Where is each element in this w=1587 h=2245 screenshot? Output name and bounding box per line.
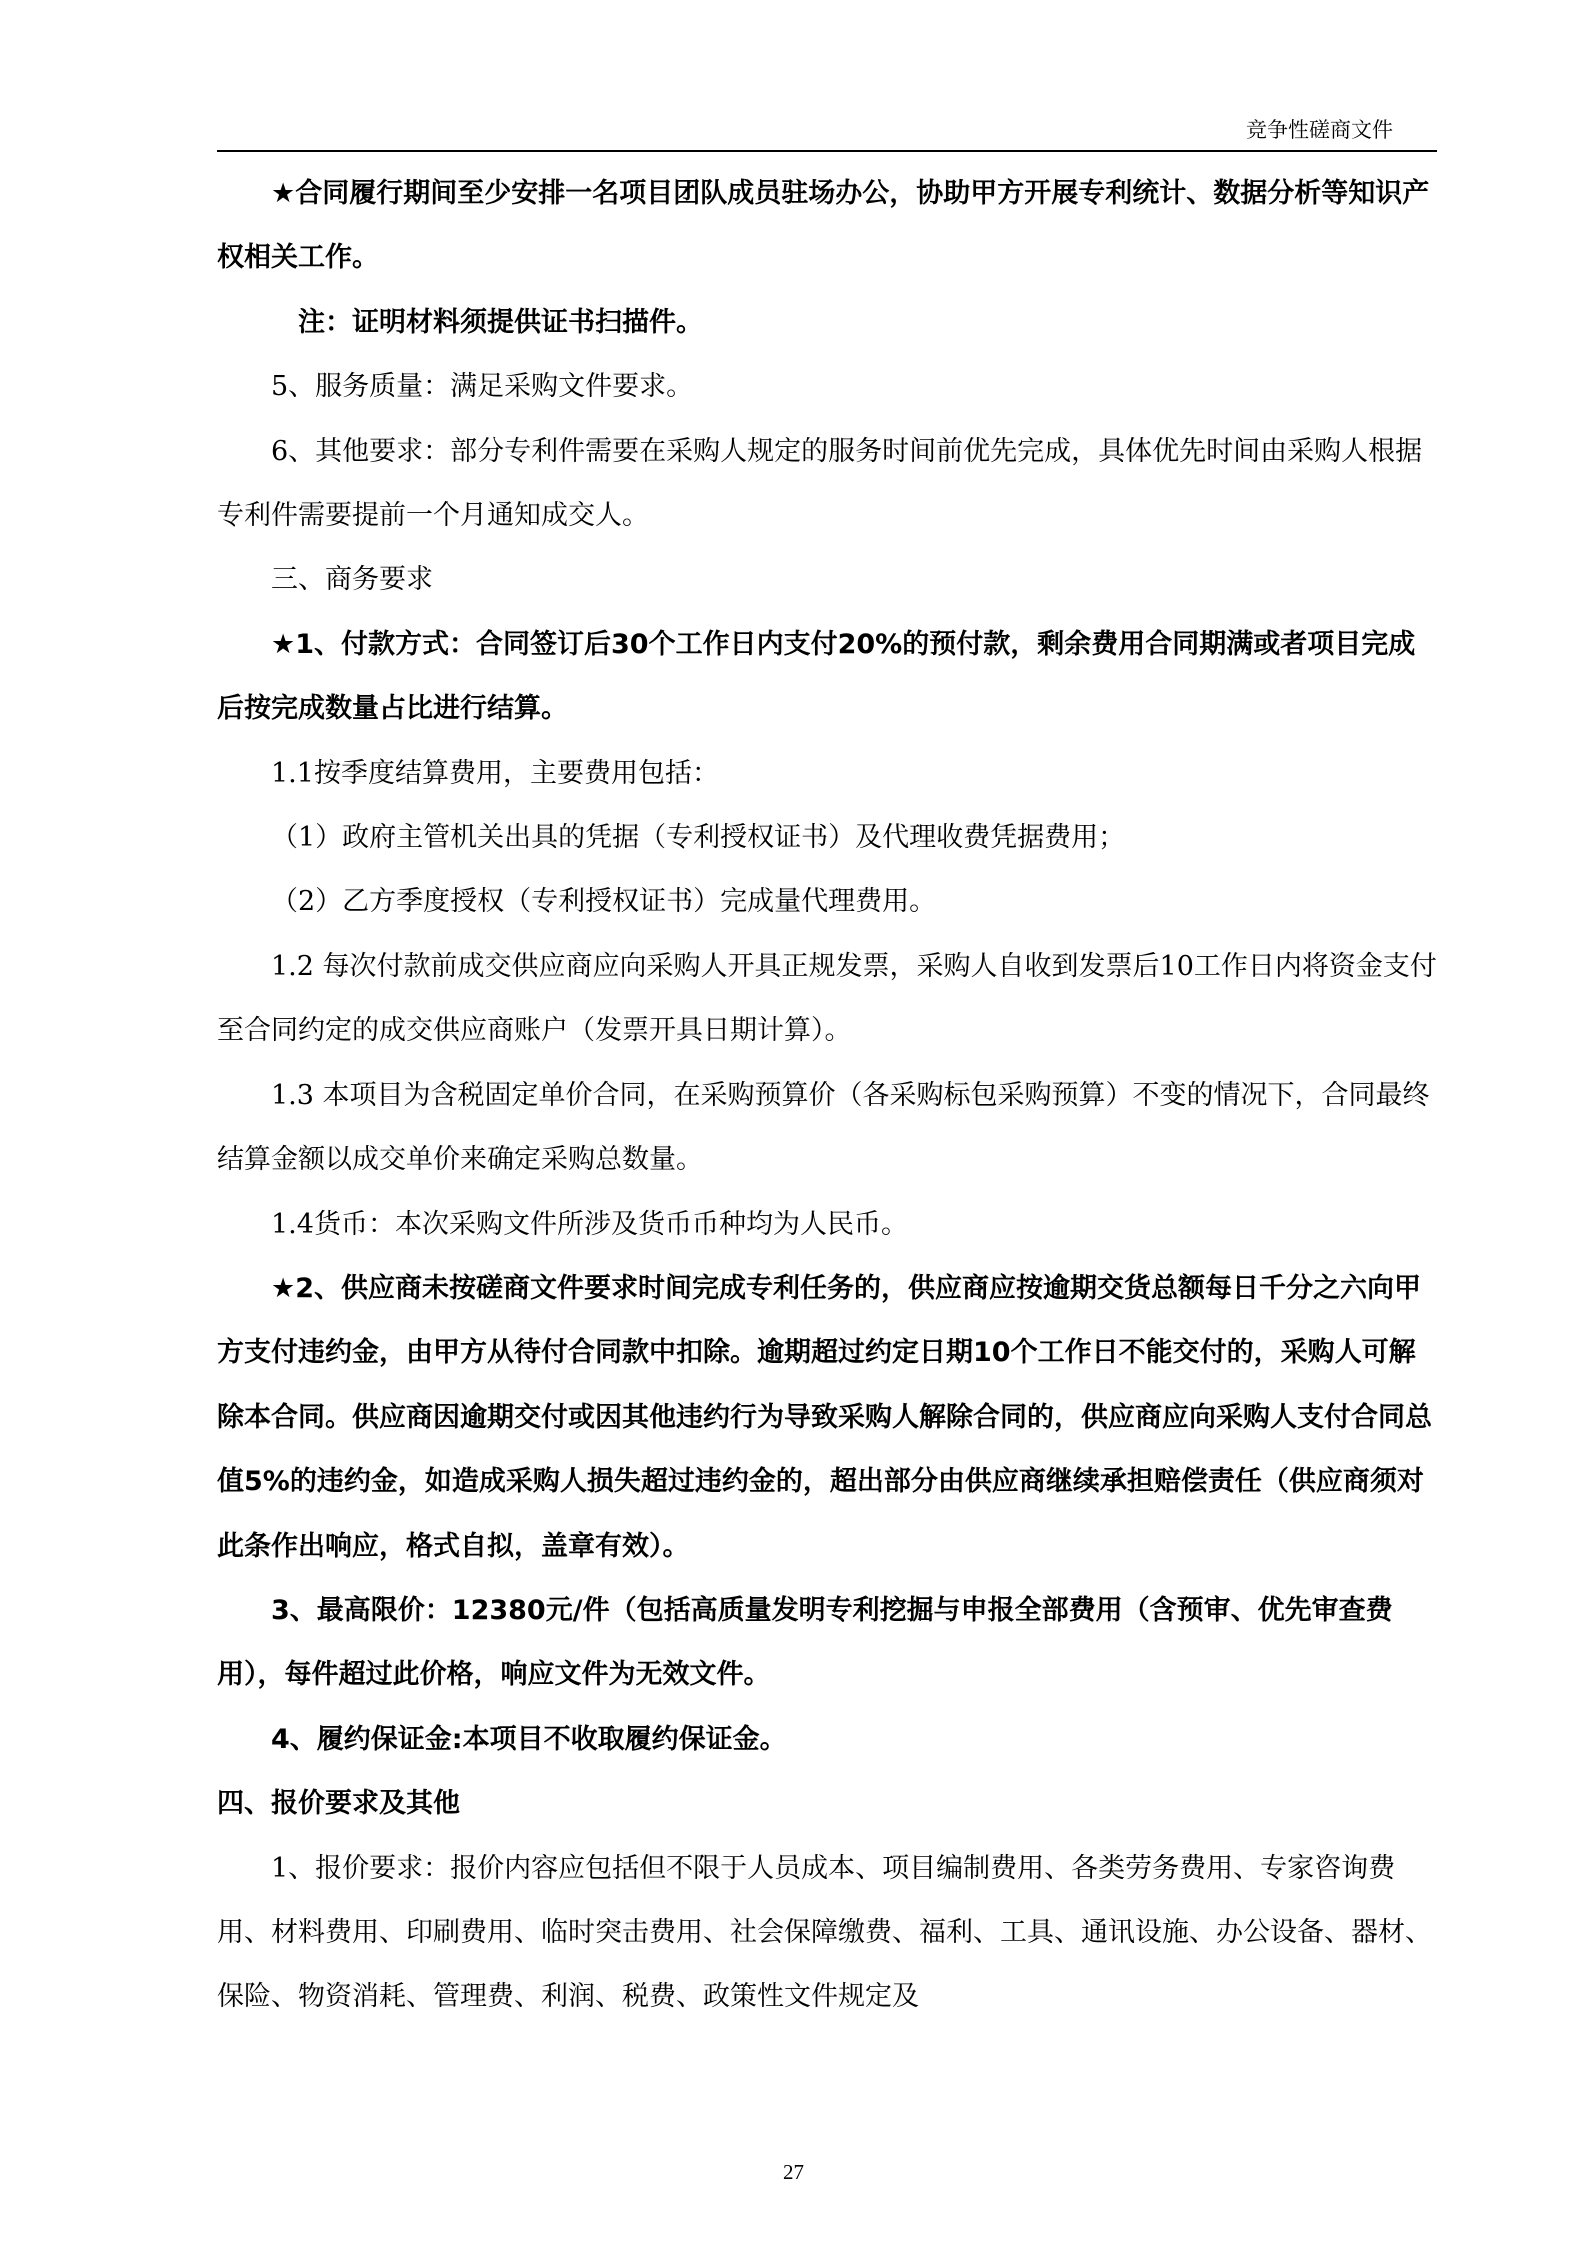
paragraph-other-requirements: 6、其他要求：部分专利件需要在采购人规定的服务时间前优先完成，具体优先时间由采购人根据专利件需要提前一个月通知成交人。: [217, 435, 1423, 532]
paragraph-price-cap: 3、最高限价：12380元/件（包括高质量发明专利挖掘与申报全部费用（含预审、优先审查费用），每件超过此价格，响应文件为无效文件。: [217, 1594, 1393, 1691]
paragraph-service-quality: 5、服务质量：满足采购文件要求。: [271, 371, 694, 403]
paragraph-payment-method: ★1、付款方式：合同签订后30个工作日内支付20%的预付款，剩余费用合同期满或者项目完成后按完成数量占比进行结算。: [217, 628, 1416, 725]
paragraph-quotation-requirements: 1、报价要求：报价内容应包括但不限于人员成本、项目编制费用、各类劳务费用、专家咨询费用、材料费用、印刷费用、临时突击费用、社会保障缴费、福利、工具、通讯设施、办公设备、器材、保险、物资消耗、管理费、利润、税费、政策性文件规定及: [217, 1852, 1432, 2013]
paragraph-note: 注：证明材料须提供证书扫描件。: [298, 306, 703, 338]
paragraph-fee-item-2: （2）乙方季度授权（专利授权证书）完成量代理费用。: [271, 886, 937, 918]
paragraph-quarterly-settlement: 1.1按季度结算费用，主要费用包括：: [271, 757, 719, 789]
header-title: 竞争性磋商文件: [1246, 118, 1393, 142]
paragraph-currency: 1.4货币：本次采购文件所涉及货币币种均为人民币。: [271, 1208, 908, 1240]
paragraph-penalty: ★2、供应商未按磋商文件要求时间完成专利任务的，供应商应按逾期交货总额每日千分之六向甲方支付违约金，由甲方从待付合同款中扣除。逾期超过约定日期10个工作日不能交付的，采购人可解除本合同。供应商因逾期交付或因其他违约行为导致采购人解除合同的，供应商应向采购人支付合同总值5%的违约金，如造成采购人损失超过违约金的，超出部分由供应商继续承担赔偿责任（供应商须对此条作出响应，格式自拟，盖章有效）。: [217, 1272, 1432, 1562]
page-header: [217, 108, 1437, 152]
paragraph-onsite-staff: ★合同履行期间至少安排一名项目团队成员驻场办公，协助甲方开展专利统计、数据分析等知识产权相关工作。: [217, 178, 1430, 274]
paragraph-fee-item-1: （1）政府主管机关出具的凭据（专利授权证书）及代理收费凭据费用；: [271, 822, 1126, 854]
page-number: 27: [783, 2160, 804, 2184]
paragraph-invoice: 1.2 每次付款前成交供应商应向采购人开具正规发票，采购人自收到发票后10工作日内将资金支付至合同约定的成交供应商账户（发票开具日期计算）。: [217, 950, 1437, 1047]
paragraph-performance-bond: 4、履约保证金:本项目不收取履约保证金。: [271, 1723, 787, 1755]
section-heading-business: 三、商务要求: [271, 564, 433, 596]
paragraph-fixed-price: 1.3 本项目为含税固定单价合同，在采购预算价（各采购标包采购预算）不变的情况下，合同最终结算金额以成交单价来确定采购总数量。: [217, 1079, 1430, 1176]
section-heading-quotation: 四、报价要求及其他: [217, 1788, 460, 1820]
document-body: [217, 162, 1437, 2030]
